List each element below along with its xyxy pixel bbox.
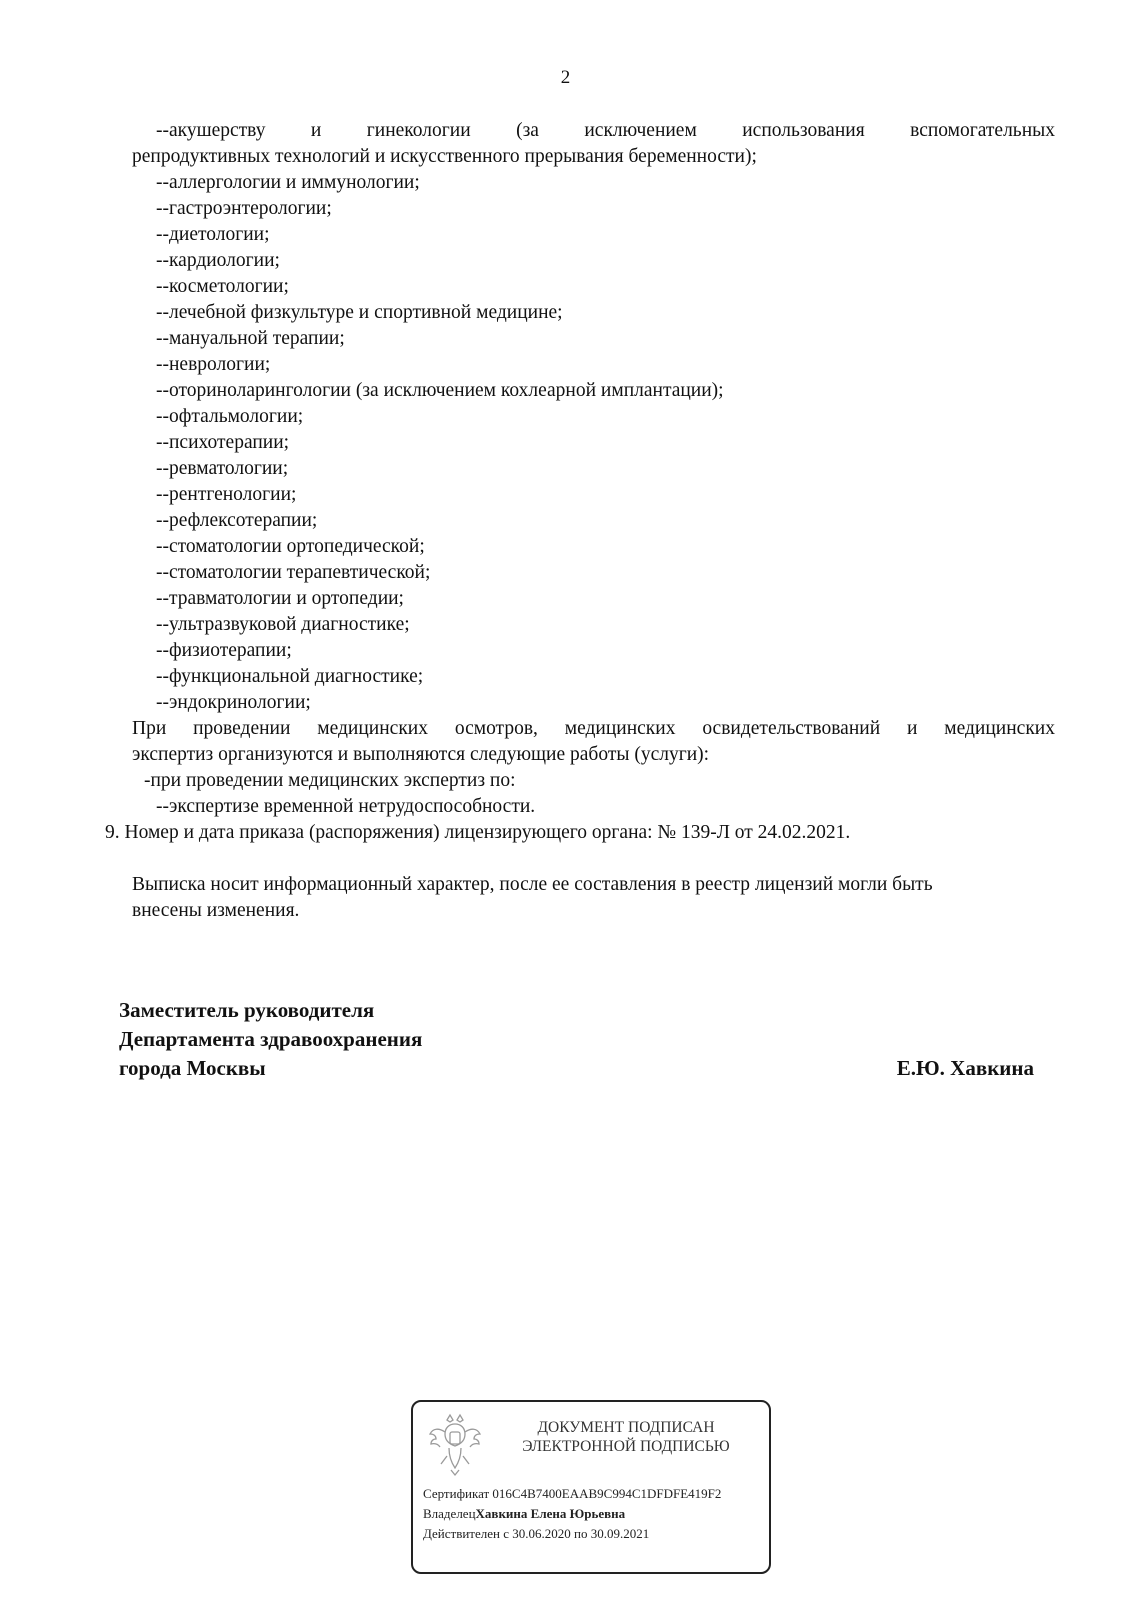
list-item: --офтальмологии;: [156, 406, 304, 427]
list-item: --неврологии;: [156, 354, 271, 375]
list-item: --гастроэнтерологии;: [156, 198, 332, 219]
list-item: --оториноларингологии (за исключением кохлеарной имплантации);: [156, 380, 724, 401]
list-item: --эндокринологии;: [156, 692, 311, 713]
owner-name: Хавкина Елена Юрьевна: [475, 1506, 626, 1521]
certificate-line: Сертификат 016C4B7400EAAB9C994C1DFDFE419F2: [423, 1486, 722, 1501]
expertise-item: --экспертизе временной нетрудоспособности.: [156, 796, 536, 817]
list-item: --рентгенологии;: [156, 484, 297, 505]
specialty-list: [132, 170, 1055, 716]
signature-title: [493, 1418, 759, 1456]
document-body: [105, 118, 1055, 924]
list-item-obstetrics-line2: репродуктивных технологий и искусственного прерывания беременности);: [132, 146, 757, 167]
list-item: --функциональной диагностике;: [156, 666, 424, 687]
coat-of-arms-icon: [427, 1412, 483, 1478]
list-item: --косметологии;: [156, 276, 289, 297]
list-item-obstetrics-line1: --акушерству и гинекологии (за исключением использования вспомогательных: [156, 120, 1055, 141]
position-line: Департамента здравоохранения: [119, 1027, 423, 1051]
position-line: города Москвы: [119, 1056, 266, 1080]
list-item: --ультразвуковой диагностике;: [156, 614, 410, 635]
list-item: --мануальной терапии;: [156, 328, 345, 349]
list-item: --лечебной физкультуре и спортивной медицине;: [156, 302, 563, 323]
list-item: --аллергологии и иммунологии;: [156, 172, 420, 193]
list-item: --стоматологии ортопедической;: [156, 536, 425, 557]
validity-line: Действителен с 30.06.2020 по 30.09.2021: [423, 1526, 650, 1541]
list-item: --стоматологии терапевтической;: [156, 562, 431, 583]
list-item: --физиотерапии;: [156, 640, 292, 661]
signature-details: [423, 1484, 769, 1544]
list-item: --кардиологии;: [156, 250, 280, 271]
position-line: Заместитель руководителя: [119, 998, 375, 1022]
signatory-position: [119, 996, 422, 1083]
list-item: --психотерапии;: [156, 432, 290, 453]
notice-line2: внесены изменения.: [132, 900, 300, 921]
page-number: 2: [560, 67, 571, 88]
digital-signature-stamp: [411, 1400, 771, 1574]
signature-title-line2: ЭЛЕКТРОННОЙ ПОДПИСЬЮ: [522, 1438, 730, 1455]
exams-paragraph-line2: экспертиз организуются и выполняются следующие работы (услуги):: [132, 744, 710, 765]
expertise-heading: -при проведении медицинских экспертиз по:: [144, 770, 516, 791]
list-item: --травматологии и ортопедии;: [156, 588, 404, 609]
notice-line1: Выписка носит информационный характер, после ее составления в реестр лицензий могли быть: [132, 874, 933, 895]
list-item: --диетологии;: [156, 224, 270, 245]
owner-line: [423, 1504, 769, 1524]
owner-label: Владелец: [423, 1506, 476, 1521]
signatory-name: Е.Ю. Хавкина: [896, 1056, 1034, 1080]
list-item: --ревматологии;: [156, 458, 289, 479]
exams-paragraph-line1: При проведении медицинских осмотров, медицинских освидетельствований и медицинских: [132, 718, 1055, 739]
order-number-line: 9. Номер и дата приказа (распоряжения) лицензирующего органа: № 139-Л от 24.02.2021.: [105, 822, 851, 843]
signature-title-line1: ДОКУМЕНТ ПОДПИСАН: [537, 1419, 715, 1436]
list-item: --рефлексотерапии;: [156, 510, 318, 531]
